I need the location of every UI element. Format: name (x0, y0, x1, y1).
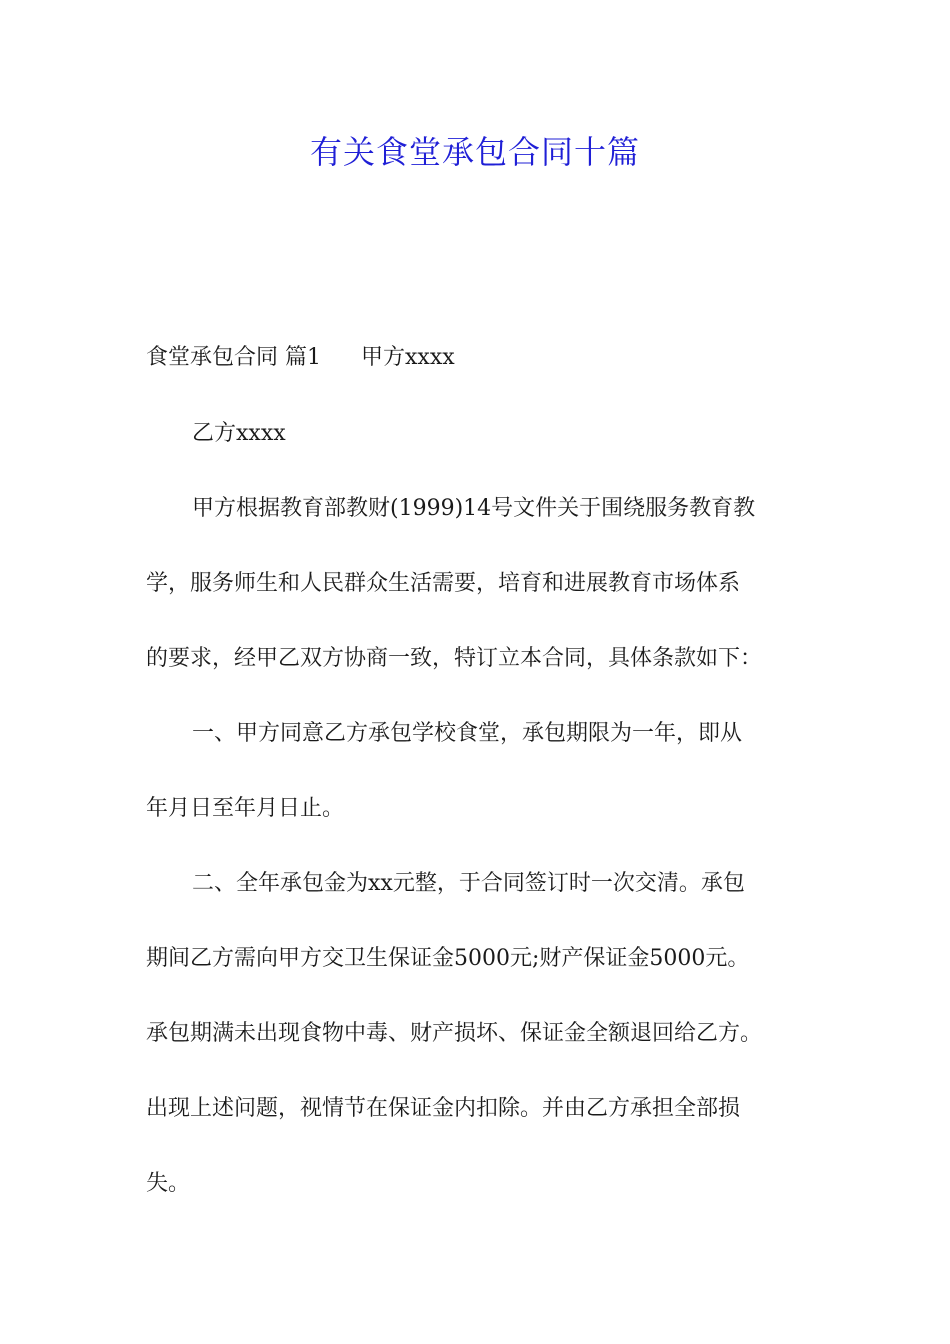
paragraph-line: 二、全年承包金为xx元整，于合同签订时一次交清。承包 (192, 871, 745, 896)
paragraph-line: 学，服务师生和人民群众生活需要，培育和进展教育市场体系 (146, 571, 741, 596)
paragraph-line: 的要求，经甲乙双方协商一致，特订立本合同，具体条款如下： (146, 646, 763, 671)
party-b: 乙方xxxx (192, 421, 286, 446)
paragraph-line: 承包期满未出现食物中毒、财产损坏、保证金全额退回给乙方。 (146, 1021, 763, 1046)
section-heading-line (146, 340, 826, 376)
paragraph-line: 出现上述问题，视情节在保证金内扣除。并由乙方承担全部损 (146, 1096, 741, 1121)
section-heading: 食堂承包合同 篇1 (146, 345, 321, 370)
party-a: 甲方xxxx (361, 345, 455, 370)
paragraph-line: 失。 (146, 1171, 191, 1196)
paragraph-line: 甲方根据教育部教财(1999)14号文件关于围绕服务教育教 (192, 496, 756, 521)
document-title: 有关食堂承包合同十篇 (309, 133, 640, 171)
paragraph-line: 年月日至年月日止。 (146, 796, 345, 821)
paragraph-line: 期间乙方需向甲方交卫生保证金5000元;财产保证金5000元。 (146, 946, 750, 971)
paragraph-line: 一、甲方同意乙方承包学校食堂，承包期限为一年，即从 (192, 721, 743, 746)
